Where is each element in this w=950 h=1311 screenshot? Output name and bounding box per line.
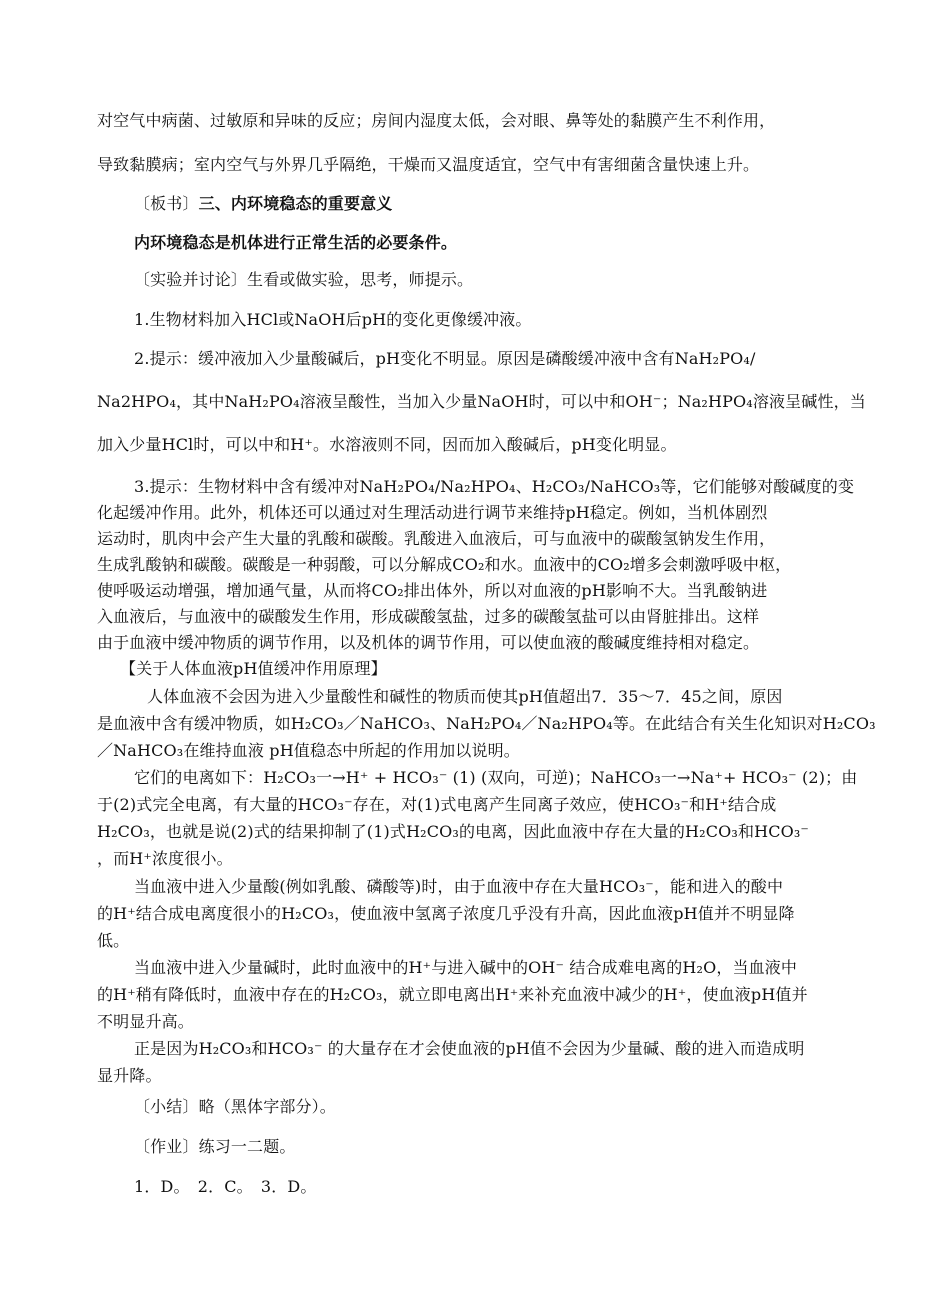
paragraph-line: 它们的电离如下：H₂CO₃一→H⁺ + HCO₃⁻ (1) (双向，可逆)；NaHCO₃一→Na⁺+ HCO₃⁻ (2)；由 [134,768,858,787]
paragraph-line: ，而H⁺浓度很小。 [97,849,233,868]
paragraph-line: 化起缓冲作用。此外，机体还可以通过对生理活动进行调节来维持pH稳定。例如，当机体剧烈 [97,503,768,522]
summary-line: 〔小结〕略（黑体字部分）。 [134,1097,336,1116]
paragraph-line: 显升降。 [97,1066,162,1085]
paragraph-line: 对空气中病菌、过敏原和异味的反应；房间内湿度太低，会对眼、鼻等处的黏膜产生不利作用， [97,111,776,130]
paragraph-line: Na2HPO₄，其中NaH₂PO₄溶液呈酸性，当加入少量NaOH时，可以中和OH⁻；Na₂HPO₄溶液呈碱性，当 [97,392,866,411]
paragraph-line: 不明显升高。 [97,1012,194,1031]
paragraph-line: ／NaHCO₃在维持血液 pH值稳态中所起的作用加以说明。 [97,741,520,760]
paragraph-line: 当血液中进入少量酸(例如乳酸、磷酸等)时，由于血液中存在大量HCO₃⁻，能和进入的酸中 [134,877,784,896]
homework-line: 〔作业〕练习一二题。 [134,1137,296,1156]
paragraph-line: 当血液中进入少量碱时，此时血液中的H⁺与进入碱中的OH⁻ 结合成难电离的H₂O，当血液中 [134,958,798,977]
paragraph-line: 入血液后，与血液中的碳酸发生作用，形成碳酸氢盐，过多的碳酸氢盐可以由肾脏排出。这样 [97,607,760,626]
paragraph-line: 〔实验并讨论〕生看或做实验，思考，师提示。 [134,270,474,289]
paragraph-line: 运动时，肌肉中会产生大量的乳酸和碳酸。乳酸进入血液后，可与血液中的碳酸氢钠发生作用， [97,529,776,548]
key-statement: 内环境稳态是机体进行正常生活的必要条件。 [134,233,458,252]
paragraph-line: 于(2)式完全电离，有大量的HCO₃⁻存在，对(1)式电离产生同离子效应，使HCO₃⁻和H⁺结合成 [97,795,777,814]
paragraph-line: 人体血液不会因为进入少量酸性和碱性的物质而使其pH值超出7．35～7．45之间，原因 [147,687,783,706]
paragraph-line: 由于血液中缓冲物质的调节作用，以及机体的调节作用，可以使血液的酸碱度维持相对稳定。 [97,633,760,652]
answers-line: 1．D。 2．C。 3．D。 [134,1177,317,1196]
paragraph-line: H₂CO₃，也就是说(2)式的结果抑制了(1)式H₂CO₃的电离，因此血液中存在大量的H₂CO₃和HCO₃⁻ [97,822,810,841]
paragraph-line: 低。 [97,931,130,950]
paragraph-line: 的H⁺结合成电离度很小的H₂CO₃，使血液中氢离子浓度几乎没有升高，因此血液pH值并不明显降 [97,904,795,923]
board-heading [134,193,869,215]
board-tag: 〔板书〕 [134,194,199,213]
paragraph-line: 使呼吸运动增强，增加通气量，从而将CO₂排出体外，所以对血液的pH影响不大。当乳酸钠进 [97,581,768,600]
paragraph-line: 的H⁺稍有降低时，血液中存在的H₂CO₃，就立即电离出H⁺来补充血液中减少的H⁺，使血液pH值并 [97,985,808,1004]
paragraph-line: 生成乳酸钠和碳酸。碳酸是一种弱酸，可以分解成CO₂和水。血液中的CO₂增多会刺激呼吸中枢， [97,555,792,574]
answer-1: 1.生物材料加入HCl或NaOH后pH的变化更像缓冲液。 [134,310,532,329]
section-title: 三、内环境稳态的重要意义 [198,194,393,213]
paragraph-line: 是血液中含有缓冲物质，如H₂CO₃／NaHCO₃、NaH₂PO₄／Na₂HPO₄等。在此结合有关生化知识对H₂CO₃ [97,714,876,733]
paragraph-line: 加入少量HCl时，可以中和H⁺。水溶液则不同，因而加入酸碱后，pH变化明显。 [97,435,677,454]
answer-3: 3.提示：生物材料中含有缓冲对NaH₂PO₄/Na₂HPO₄、H₂CO₃/NaHCO₃等，它们能够对酸碱度的变 [134,477,855,496]
subsection-title: 【关于人体血液pH值缓冲作用原理】 [120,659,387,678]
paragraph-line: 导致黏膜病；室内空气与外界几乎隔绝，干燥而又温度适宜，空气中有害细菌含量快速上升。 [97,155,760,174]
answer-2: 2.提示：缓冲液加入少量酸碱后，pH变化不明显。原因是磷酸缓冲液中含有NaH₂PO₄/ [134,349,756,368]
paragraph-line: 正是因为H₂CO₃和HCO₃⁻ 的大量存在才会使血液的pH值不会因为少量碱、酸的进入而造成明 [134,1039,805,1058]
